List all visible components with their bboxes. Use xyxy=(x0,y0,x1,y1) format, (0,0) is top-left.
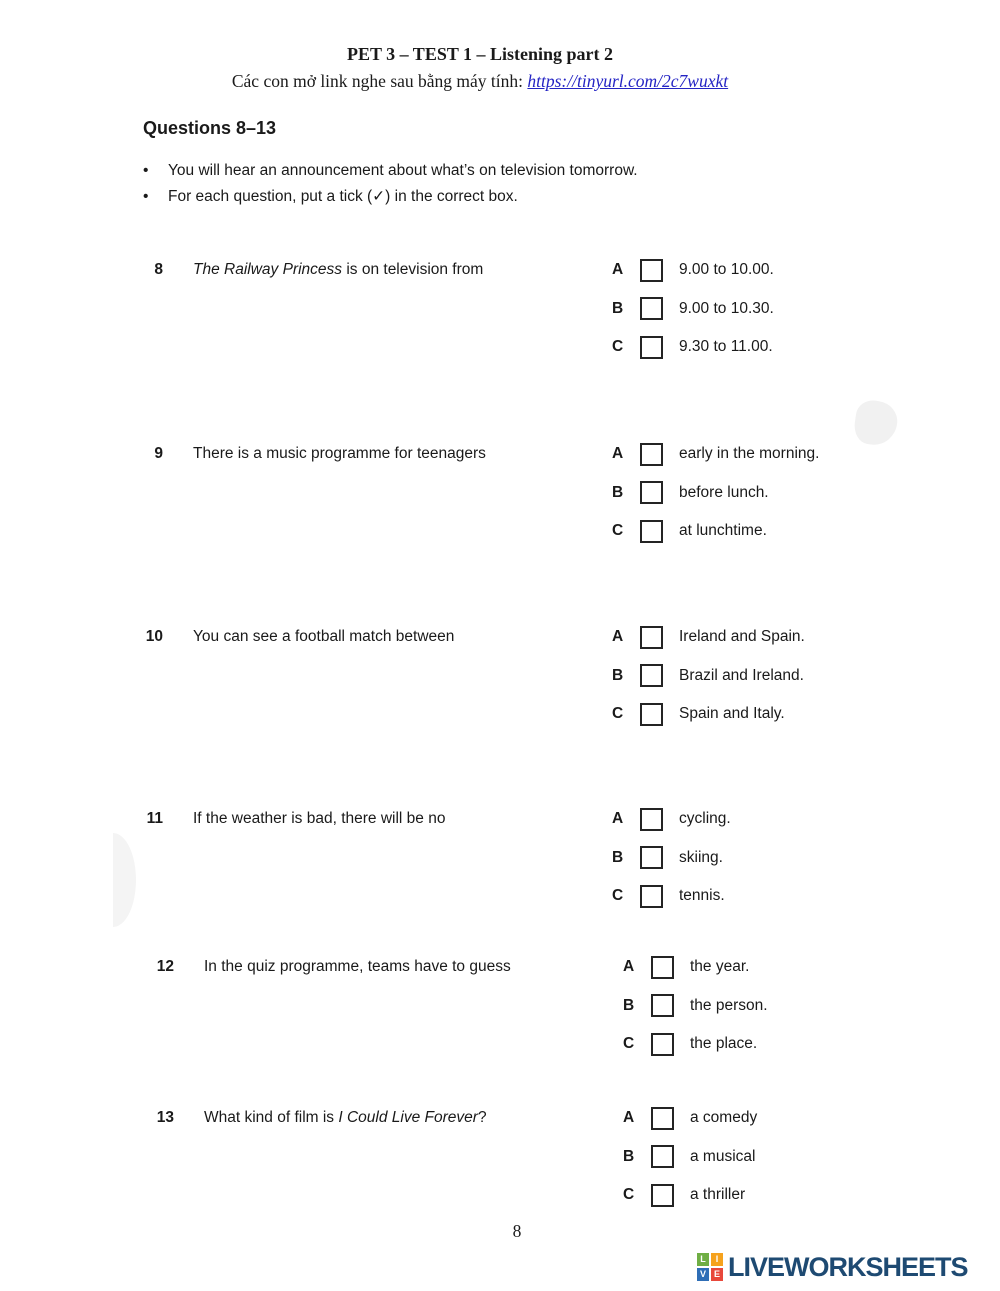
question-8 xyxy=(143,259,973,355)
instruction-text: For each question, put a tick (✓) in the correct box. xyxy=(168,188,518,205)
question-10 xyxy=(143,626,973,722)
bullet-icon: • xyxy=(143,188,149,205)
question-11 xyxy=(143,808,973,904)
option-row xyxy=(612,336,774,358)
option-letter: B xyxy=(612,666,624,684)
option-label: 9.00 to 10.00. xyxy=(679,261,774,278)
option-row xyxy=(612,443,819,465)
option-letter: A xyxy=(612,810,624,827)
question-row xyxy=(143,259,973,281)
instruction-item xyxy=(143,184,638,210)
option-letter: B xyxy=(623,1147,635,1165)
option-checkbox[interactable] xyxy=(640,885,663,908)
option-row xyxy=(623,1146,757,1168)
option-letter: C xyxy=(612,887,624,904)
option-letter: A xyxy=(623,1109,635,1126)
option-letter: A xyxy=(612,261,624,278)
question-9 xyxy=(143,443,973,539)
option-label: Ireland and Spain. xyxy=(679,628,805,645)
option-row xyxy=(623,1184,757,1206)
option-row xyxy=(612,847,731,869)
liveworksheets-logo-text: LIVEWORKSHEETS xyxy=(728,1252,968,1282)
option-row xyxy=(612,808,731,830)
option-row xyxy=(612,703,805,725)
option-row xyxy=(623,995,768,1017)
option-checkbox[interactable] xyxy=(640,808,663,831)
instruction-item xyxy=(143,158,638,184)
audio-link[interactable]: https://tinyurl.com/2c7wuxkt xyxy=(527,71,729,91)
options-group xyxy=(612,626,805,742)
option-checkbox[interactable] xyxy=(651,956,674,979)
option-letter: A xyxy=(612,628,624,645)
option-letter: C xyxy=(612,705,624,722)
option-label: the year. xyxy=(690,958,750,975)
question-text: There is a music programme for teenagers xyxy=(193,445,486,462)
logo-tile-i: I xyxy=(711,1253,723,1266)
option-row xyxy=(612,626,805,648)
option-letter: B xyxy=(623,996,635,1014)
option-letter: C xyxy=(623,1186,635,1203)
option-label: before lunch. xyxy=(679,483,769,501)
question-number: 10 xyxy=(145,628,163,645)
option-row xyxy=(612,885,731,907)
document-header xyxy=(0,44,960,92)
options-group xyxy=(623,956,768,1072)
option-letter: A xyxy=(612,445,624,462)
option-checkbox[interactable] xyxy=(640,520,663,543)
option-checkbox[interactable] xyxy=(651,1033,674,1056)
question-number: 8 xyxy=(154,261,163,278)
option-label: Spain and Italy. xyxy=(679,705,785,722)
question-text: The Railway Princess is on television from xyxy=(193,261,484,278)
option-label: early in the morning. xyxy=(679,445,820,462)
question-12 xyxy=(154,956,984,1052)
option-label: a musical xyxy=(690,1147,756,1165)
section-title: Questions 8–13 xyxy=(143,118,277,138)
subtitle-text: Các con mở link nghe sau bằng máy tính: xyxy=(231,71,528,91)
option-label: cycling. xyxy=(679,810,731,827)
liveworksheets-logo[interactable] xyxy=(697,1251,968,1283)
instruction-text: You will hear an announcement about what’s on television tomorrow. xyxy=(168,162,638,179)
document-title: PET 3 – TEST 1 – Listening part 2 xyxy=(346,44,614,64)
document-subtitle xyxy=(0,71,960,92)
option-label: the person. xyxy=(690,996,768,1014)
option-label: a thriller xyxy=(690,1186,746,1203)
option-letter: B xyxy=(612,483,624,501)
page-number: 8 xyxy=(512,1221,522,1241)
instructions-list xyxy=(143,158,638,210)
question-text: What kind of film is I Could Live Forever? xyxy=(204,1109,487,1126)
option-label: 9.00 to 10.30. xyxy=(679,299,774,317)
option-checkbox[interactable] xyxy=(640,626,663,649)
option-checkbox[interactable] xyxy=(640,664,663,687)
scan-artifact-arc xyxy=(113,833,136,927)
question-row xyxy=(143,443,973,465)
option-row xyxy=(623,1107,757,1129)
option-checkbox[interactable] xyxy=(640,259,663,282)
question-text: In the quiz programme, teams have to guess xyxy=(204,958,511,975)
option-checkbox[interactable] xyxy=(640,846,663,869)
question-number: 11 xyxy=(146,810,163,827)
option-row xyxy=(623,956,768,978)
option-letter: B xyxy=(612,299,624,317)
option-letter: C xyxy=(612,338,624,355)
option-label: skiing. xyxy=(679,848,723,866)
logo-tile-e: E xyxy=(711,1268,723,1281)
option-label: tennis. xyxy=(679,887,725,904)
option-label: 9.30 to 11.00. xyxy=(679,338,773,355)
question-row xyxy=(154,1107,984,1129)
question-text: If the weather is bad, there will be no xyxy=(193,810,446,827)
option-checkbox[interactable] xyxy=(640,297,663,320)
option-label: Brazil and Ireland. xyxy=(679,666,804,684)
option-letter: C xyxy=(612,522,624,539)
option-letter: A xyxy=(623,958,635,975)
options-group xyxy=(612,808,731,924)
option-checkbox[interactable] xyxy=(651,1145,674,1168)
question-row xyxy=(143,808,973,830)
option-letter: C xyxy=(623,1035,635,1052)
scan-artifact-blob xyxy=(852,398,900,447)
question-number: 9 xyxy=(154,445,163,462)
options-group xyxy=(612,259,774,375)
question-row xyxy=(154,956,984,978)
option-checkbox[interactable] xyxy=(651,1107,674,1130)
option-row xyxy=(612,482,819,504)
option-checkbox[interactable] xyxy=(651,994,674,1017)
options-group xyxy=(612,443,819,559)
option-checkbox[interactable] xyxy=(640,443,663,466)
option-row xyxy=(612,259,774,281)
option-row xyxy=(612,520,819,542)
liveworksheets-logo-icon xyxy=(697,1253,723,1281)
option-row xyxy=(612,665,805,687)
logo-tile-l: L xyxy=(697,1253,709,1266)
question-row xyxy=(143,626,973,648)
option-row xyxy=(612,298,774,320)
option-checkbox[interactable] xyxy=(640,703,663,726)
logo-tile-v: V xyxy=(697,1268,709,1281)
option-checkbox[interactable] xyxy=(640,481,663,504)
option-label: a comedy xyxy=(690,1109,758,1126)
question-number: 13 xyxy=(156,1109,174,1126)
bullet-icon: • xyxy=(143,162,149,179)
option-row xyxy=(623,1033,768,1055)
option-label: at lunchtime. xyxy=(679,522,767,539)
question-13 xyxy=(154,1107,984,1203)
options-group xyxy=(623,1107,757,1223)
option-letter: B xyxy=(612,848,624,866)
question-text: You can see a football match between xyxy=(193,628,455,645)
question-number: 12 xyxy=(156,958,174,975)
option-label: the place. xyxy=(690,1035,758,1052)
option-checkbox[interactable] xyxy=(651,1184,674,1207)
option-checkbox[interactable] xyxy=(640,336,663,359)
